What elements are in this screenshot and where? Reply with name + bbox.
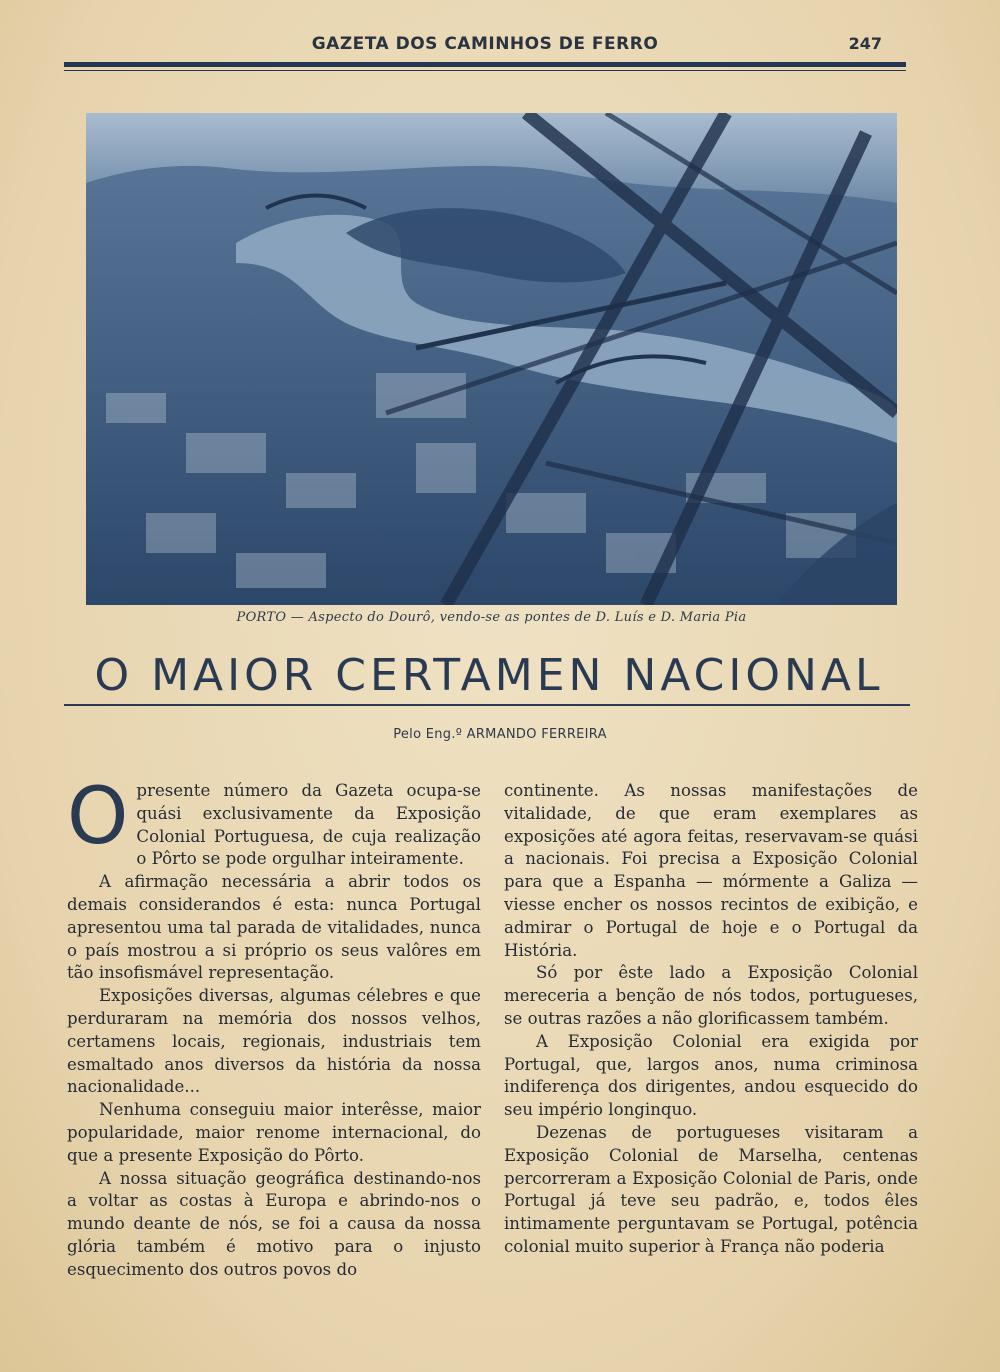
publication-title: GAZETA DOS CAMINHOS DE FERRO bbox=[311, 34, 659, 54]
paragraph: continente. As nossas manifestações de vitalidade, de que eram exemplares as exposições até agora feitas, reservavam-se quási a nacionais. Foi precisa a Exposição Colonial para que a Espanha — mórmente a Galiza — viesse encher os nossos recintos de exibição, e admirar o Portugal de hoje e o Portugal da História. bbox=[504, 781, 918, 960]
article-column-right bbox=[504, 780, 918, 1259]
paragraph: A Exposição Colonial era exigida por Portugal, que, largos anos, numa criminosa indiferença dos dirigentes, andou esquecido do seu império longinquo. bbox=[504, 1031, 918, 1120]
aerial-photo-illustration bbox=[86, 113, 897, 605]
paragraph: Só por êste lado a Exposição Colonial mereceria a benção de nós todos, portugueses, se outras razões a não glorificassem também. bbox=[504, 963, 918, 1028]
article-byline: Pelo Eng.º ARMANDO FERREIRA bbox=[393, 727, 607, 742]
paragraph: Nenhuma conseguiu maior interêsse, maior popularidade, maior renome internacional, do que a presente Exposição do Pôrto. bbox=[67, 1100, 481, 1165]
paragraph: A nossa situação geográfica destinando-nos a voltar as costas à Europa e abrindo-nos o mundo deante de nós, se foi a causa da nossa glória também é motivo para o injusto esquecimento dos outros povos do bbox=[67, 1168, 481, 1279]
aerial-photo-porto bbox=[86, 113, 897, 605]
page-number: 247 bbox=[848, 34, 882, 53]
paragraph: Dezenas de portugueses visitaram a Exposição Colonial de Marselha, centenas percorreram a Exposição Colonial de Paris, onde Portugal já teve seu padrão, e, todos êles intimamente perguntavam se Portugal, potência colonial muito superior à França não poderia bbox=[504, 1122, 918, 1256]
header-rule-thin bbox=[64, 70, 906, 71]
drop-cap: O bbox=[67, 772, 129, 862]
article-headline: O MAIOR CERTAMEN NACIONAL bbox=[94, 650, 884, 701]
paragraph: A afirmação necessária a abrir todos os demais considerandos é esta: nunca Portugal apresentou uma tal parada de vitalidades, nunca o país mostrou a si próprio os seus valôres em tão insofismável representação. bbox=[67, 872, 481, 983]
photo-caption: PORTO — Aspecto do Dourô, vendo-se as pontes de D. Luís e D. Maria Pia bbox=[236, 610, 747, 625]
article-column-left bbox=[67, 772, 481, 1282]
paragraph: Exposições diversas, algumas célebres e que perduraram na memória dos nossos velhos, certamens locais, regionais, industriais tem esmaltado anos diversos da história da nossa nacionalidade... bbox=[67, 986, 481, 1097]
header-rule-thick bbox=[64, 62, 906, 67]
headline-rule bbox=[64, 704, 910, 706]
paragraph: Opresente número da Gazeta ocupa-se quási exclusivamente da Exposição Colonial Portuguesa, de cuja realização o Pôrto se pode orgulhar inteiramente. bbox=[67, 772, 481, 869]
